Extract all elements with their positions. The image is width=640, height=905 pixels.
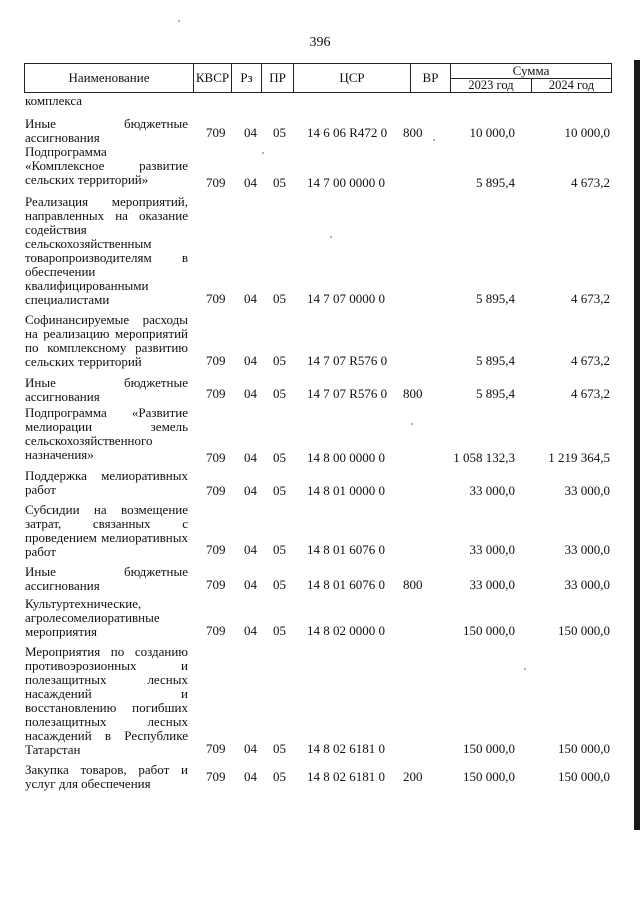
header-pr: ПР xyxy=(261,63,294,93)
row-csr: 14 8 02 6181 0 xyxy=(307,741,385,756)
header-year-2024: 2024 год xyxy=(531,78,612,93)
row-sum-2024: 4 673,2 xyxy=(571,386,610,401)
row-rz: 04 xyxy=(244,175,257,190)
row-pr: 05 xyxy=(273,769,286,784)
row-vr: 800 xyxy=(403,577,423,592)
row-pr: 05 xyxy=(273,450,286,465)
scan-edge-bar xyxy=(634,60,640,830)
row-sum-2024: 33 000,0 xyxy=(564,542,610,557)
row-sum-2024: 150 000,0 xyxy=(558,741,610,756)
row-csr: 14 7 07 0000 0 xyxy=(307,291,385,306)
row-csr: 14 8 01 6076 0 xyxy=(307,542,385,557)
row-sum-2024: 4 673,2 xyxy=(571,291,610,306)
row-csr: 14 7 00 0000 0 xyxy=(307,175,385,190)
row-sum-2023: 33 000,0 xyxy=(469,542,515,557)
header-year-2023: 2023 год xyxy=(450,78,532,93)
scan-speck xyxy=(178,20,180,22)
row-sum-2023: 10 000,0 xyxy=(469,125,515,140)
row-csr: 14 7 07 R576 0 xyxy=(307,353,388,368)
row-rz: 04 xyxy=(244,450,257,465)
row-name: Подпрограмма «Комплексное развитие сельских территорий» xyxy=(25,144,188,187)
row-kvsr: 709 xyxy=(206,450,226,465)
row-rz: 04 xyxy=(244,623,257,638)
row-name: Поддержка мелиоративных работ xyxy=(25,468,188,497)
row-name: Иные бюджетные ассигнования xyxy=(25,116,188,145)
row-name: Культуртехнические, агролесомелиоративные мероприятия xyxy=(25,596,160,639)
row-rz: 04 xyxy=(244,542,257,557)
row-sum-2024: 33 000,0 xyxy=(564,577,610,592)
row-kvsr: 709 xyxy=(206,577,226,592)
row-sum-2024: 4 673,2 xyxy=(571,175,610,190)
row-pr: 05 xyxy=(273,291,286,306)
row-sum-2023: 33 000,0 xyxy=(469,577,515,592)
row-sum-2024: 10 000,0 xyxy=(564,125,610,140)
row-rz: 04 xyxy=(244,386,257,401)
row-sum-2023: 150 000,0 xyxy=(463,769,515,784)
row-kvsr: 709 xyxy=(206,769,226,784)
row-pr: 05 xyxy=(273,542,286,557)
header-vr: ВР xyxy=(410,63,451,93)
row-pr: 05 xyxy=(273,386,286,401)
row-kvsr: 709 xyxy=(206,386,226,401)
scan-speck xyxy=(524,668,526,670)
row-pr: 05 xyxy=(273,125,286,140)
row-kvsr: 709 xyxy=(206,125,226,140)
row-pr: 05 xyxy=(273,623,286,638)
row-sum-2023: 150 000,0 xyxy=(463,741,515,756)
row-name: Закупка товаров, работ и услуг для обеспечения xyxy=(25,762,188,791)
row-kvsr: 709 xyxy=(206,623,226,638)
row-vr: 200 xyxy=(403,769,423,784)
row-rz: 04 xyxy=(244,291,257,306)
row-rz: 04 xyxy=(244,353,257,368)
row-rz: 04 xyxy=(244,483,257,498)
row-rz: 04 xyxy=(244,741,257,756)
row-sum-2023: 5 895,4 xyxy=(476,353,515,368)
row-sum-2024: 150 000,0 xyxy=(558,769,610,784)
row-pr: 05 xyxy=(273,741,286,756)
row-sum-2023: 150 000,0 xyxy=(463,623,515,638)
row-sum-2024: 1 219 364,5 xyxy=(548,450,610,465)
scan-speck xyxy=(411,423,413,425)
row-name: комплекса xyxy=(25,93,83,108)
row-csr: 14 8 02 0000 0 xyxy=(307,623,385,638)
row-name: Иные бюджетные ассигнования xyxy=(25,375,188,404)
row-kvsr: 709 xyxy=(206,542,226,557)
row-sum-2024: 150 000,0 xyxy=(558,623,610,638)
row-name: Реализация мероприятий, направленных на оказание содействия сельскохозяйственным товаропроизводителям в обеспечении квалифицированными специалистами xyxy=(25,194,188,307)
row-name: Софинансируемые расходы на реализацию мероприятий по комплексному развитию сельских территорий xyxy=(25,312,188,369)
header-sum: Сумма xyxy=(450,63,612,78)
header-name: Наименование xyxy=(24,63,194,93)
row-vr: 800 xyxy=(403,386,423,401)
row-pr: 05 xyxy=(273,483,286,498)
row-rz: 04 xyxy=(244,577,257,592)
row-sum-2023: 5 895,4 xyxy=(476,291,515,306)
scan-speck xyxy=(330,236,332,238)
row-vr: 800 xyxy=(403,125,423,140)
page-number: 396 xyxy=(309,35,331,50)
row-csr: 14 6 06 R472 0 xyxy=(307,125,388,140)
row-sum-2023: 5 895,4 xyxy=(476,386,515,401)
row-csr: 14 8 00 0000 0 xyxy=(307,450,385,465)
row-kvsr: 709 xyxy=(206,175,226,190)
row-rz: 04 xyxy=(244,769,257,784)
row-sum-2024: 4 673,2 xyxy=(571,353,610,368)
header-kvsr: КВСР xyxy=(193,63,232,93)
row-name: Мероприятия по созданию противоэрозионных и полезащитных лесных насаждений и восстановлению погибших полезащитных лесных насаждений в Республике Татарстан xyxy=(25,644,188,757)
row-sum-2023: 1 058 132,3 xyxy=(453,450,515,465)
header-csr: ЦСР xyxy=(293,63,411,93)
row-csr: 14 8 01 0000 0 xyxy=(307,483,385,498)
row-kvsr: 709 xyxy=(206,483,226,498)
row-pr: 05 xyxy=(273,353,286,368)
row-kvsr: 709 xyxy=(206,291,226,306)
row-sum-2024: 33 000,0 xyxy=(564,483,610,498)
row-name: Подпрограмма «Развитие мелиорации земель сельскохозяйственного назначения» xyxy=(25,405,188,462)
row-kvsr: 709 xyxy=(206,353,226,368)
scan-speck xyxy=(433,139,435,141)
header-rz: Рз xyxy=(231,63,262,93)
row-name: Субсидии на возмещение затрат, связанных с проведением мелиоративных работ xyxy=(25,502,188,559)
row-sum-2023: 33 000,0 xyxy=(469,483,515,498)
row-rz: 04 xyxy=(244,125,257,140)
row-csr: 14 8 02 6181 0 xyxy=(307,769,385,784)
row-pr: 05 xyxy=(273,577,286,592)
table-header xyxy=(24,63,612,93)
row-sum-2023: 5 895,4 xyxy=(476,175,515,190)
row-name: Иные бюджетные ассигнования xyxy=(25,564,188,593)
row-csr: 14 7 07 R576 0 xyxy=(307,386,388,401)
row-csr: 14 8 01 6076 0 xyxy=(307,577,385,592)
scan-speck xyxy=(262,152,264,154)
row-kvsr: 709 xyxy=(206,741,226,756)
row-pr: 05 xyxy=(273,175,286,190)
